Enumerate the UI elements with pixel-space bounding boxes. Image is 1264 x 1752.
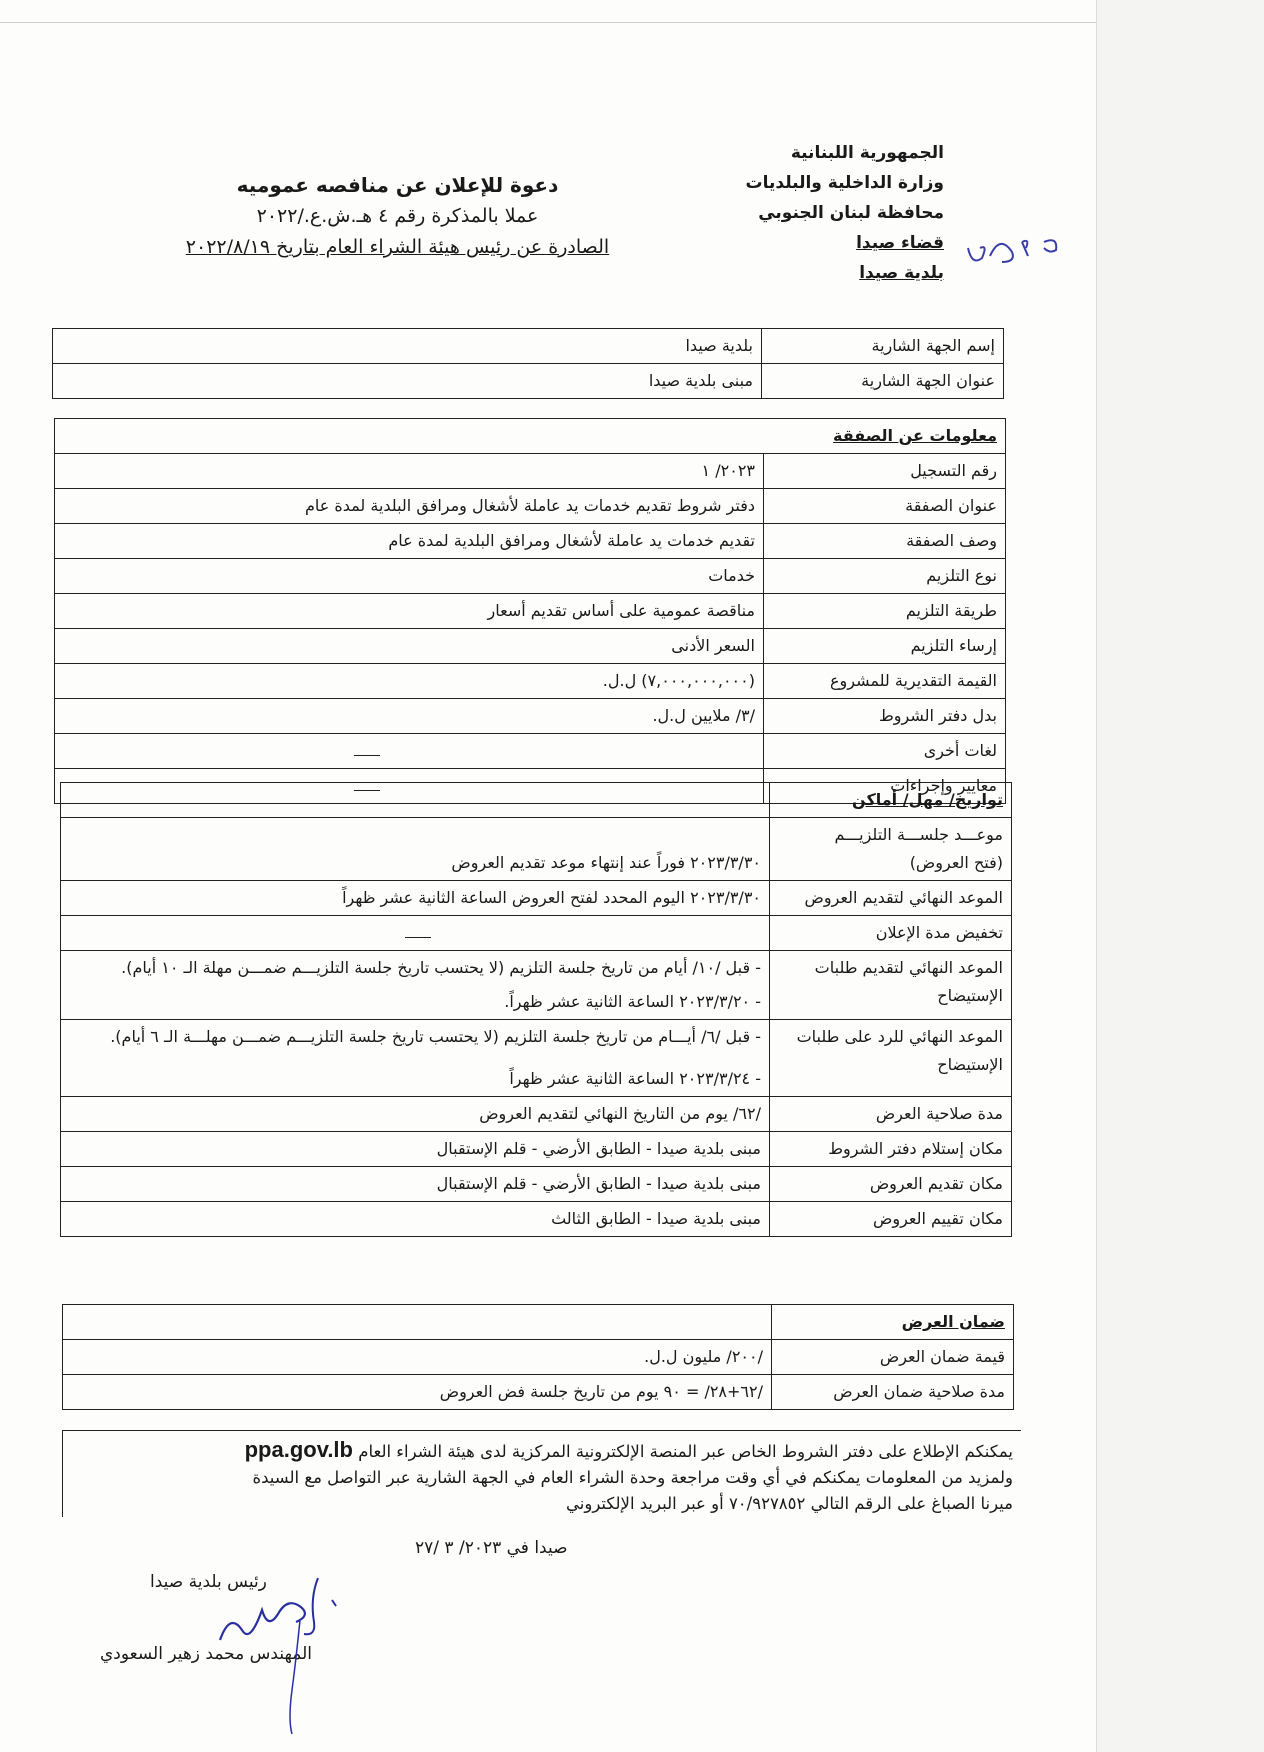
table-row (61, 1097, 1012, 1132)
signatory-title: رئيس بلدية صيدا (150, 1572, 267, 1592)
table-row (63, 1305, 1014, 1340)
estimated-value-label: القيمة التقديرية للمشروع (764, 664, 1006, 699)
platform-url[interactable]: ppa.gov.lb (244, 1437, 353, 1462)
announcement-title-block (125, 170, 670, 263)
buyer-address-label: عنوان الجهة الشارية (762, 364, 1004, 399)
table-row (61, 951, 1012, 1020)
opening-session-value: ٢٠٢٣/٣/٣٠ فوراً عند إنتهاء موعد تقديم العروض (61, 818, 770, 881)
info-line-3: ميرنا الصباغ على الرقم التالي ٧٠/٩٢٧٨٥٢ أو عبر البريد الإلكتروني (566, 1494, 1013, 1513)
award-method-label: طريقة التلزيم (764, 594, 1006, 629)
contact-info-box (62, 1430, 1021, 1517)
reply-rule: - قبل /٦/ أيـــام من تاريخ جلسة التلزيم (لا يحتسب تاريخ جلسة التلزيـــم ضمـــن مهلـــة الـ ٦ أيام). (110, 1027, 761, 1046)
announcement-reduction-value (61, 916, 770, 951)
announcement-title: دعوة للإعلان عن منافصه عموميه (236, 173, 559, 197)
specs-pickup-value: مبنى بلدية صيدا - الطابق الأرضي - قلم الإستقبال (61, 1132, 770, 1167)
table-row (53, 364, 1004, 399)
table-row (61, 1202, 1012, 1237)
reply-date: - ٢٠٢٣/٣/٢٤ الساعة الثانية عشر ظهراً (509, 1069, 761, 1088)
guarantee-value-value: /٢٠٠/ مليون ل.ل. (63, 1340, 772, 1375)
table-row (55, 699, 1006, 734)
buyer-table (52, 328, 1004, 399)
table-row (61, 1132, 1012, 1167)
guarantee-validity-label: مدة صلاحية ضمان العرض (772, 1375, 1014, 1410)
buyer-name-label: إسم الجهة الشارية (762, 329, 1004, 364)
dates-table (60, 782, 1012, 1237)
award-basis-value: السعر الأدنى (55, 629, 764, 664)
clarification-deadline-value (61, 951, 770, 1020)
table-row (53, 329, 1004, 364)
empty-dash (405, 925, 431, 938)
dates-header-empty (61, 783, 770, 818)
table-row (61, 783, 1012, 818)
opening-session-label-line2: (فتح العروض) (909, 853, 1003, 872)
deal-section-title: معلومات عن الصفقة (55, 419, 1006, 454)
offer-validity-value: /٦٢/ يوم من التاريخ النهائي لتقديم العروض (61, 1097, 770, 1132)
clarification-date: - ٢٠٢٣/٣/٢٠ الساعة الثانية عشر ظهراً. (504, 992, 761, 1011)
memo-issuer-date: الصادرة عن رئيس هيئة الشراء العام بتاريخ ٢٠٢٢/٨/١٩ (185, 236, 610, 258)
table-row (63, 1340, 1014, 1375)
registration-label: رقم التسجيل (764, 454, 1006, 489)
deal-description-value: تقديم خدمات يد عاملة لأشغال ومرافق البلدية لمدة عام (55, 524, 764, 559)
offer-evaluation-place-value: مبنى بلدية صيدا - الطابق الثالث (61, 1202, 770, 1237)
table-row (61, 916, 1012, 951)
info-line-1 (63, 1437, 1013, 1465)
deal-info-table (54, 418, 1006, 804)
top-divider (0, 22, 1096, 23)
estimated-value-value: (٧,٠٠٠,٠٠٠,٠٠٠) ل.ل. (55, 664, 764, 699)
table-row (55, 454, 1006, 489)
info-line-2: ولمزيد من المعلومات يمكنكم في أي وقت مراجعة وحدة الشراء العام في الجهة الشارية عبر التواصل مع السيدة (252, 1468, 1013, 1487)
signatory-name: المهندس محمد زهير السعودي (100, 1644, 313, 1664)
page-edge (1096, 0, 1264, 1752)
memo-reference: عملا بالمذكرة رقم ٤ هـ.ش.ع./٢٠٢٢ (256, 205, 539, 227)
specs-fee-label: بدل دفتر الشروط (764, 699, 1006, 734)
offer-evaluation-place-label: مكان تقييم العروض (770, 1202, 1012, 1237)
guarantee-value-label: قيمة ضمان العرض (772, 1340, 1014, 1375)
buyer-name-value: بلدية صيدا (53, 329, 762, 364)
submission-deadline-label: الموعد النهائي لتقديم العروض (770, 881, 1012, 916)
registration-value: ٢٠٢٣/ ١ (55, 454, 764, 489)
deal-title-label: عنوان الصفقة (764, 489, 1006, 524)
award-basis-label: إرساء التلزيم (764, 629, 1006, 664)
guarantee-table (62, 1304, 1014, 1410)
offer-submission-place-label: مكان تقديم العروض (770, 1167, 1012, 1202)
award-type-label: نوع التلزيم (764, 559, 1006, 594)
table-row (55, 489, 1006, 524)
empty-dash (354, 743, 380, 756)
table-row (55, 734, 1006, 769)
announcement-reduction-label: تخفيض مدة الإعلان (770, 916, 1012, 951)
specs-fee-value: /٣/ ملايين ل.ل. (55, 699, 764, 734)
table-row (63, 1375, 1014, 1410)
table-row (55, 664, 1006, 699)
criteria-label: معايير وإجراءات (764, 769, 1006, 804)
other-languages-value (55, 734, 764, 769)
reply-deadline-label: الموعد النهائي للرد على طلبات الإستيضاح (770, 1020, 1012, 1097)
award-type-value: خدمات (55, 559, 764, 594)
table-row (61, 1020, 1012, 1097)
opening-session-label-line1: موعـــد جلســـة التلزيـــم (834, 825, 1003, 844)
opening-session-label (770, 818, 1012, 881)
other-languages-label: لغات أخرى (764, 734, 1006, 769)
dates-section-title: تواريخ/ مهل/ أماكن (770, 783, 1012, 818)
ministry-line: وزارة الداخلية والبلديات (745, 173, 944, 193)
issuer-header (746, 138, 944, 288)
clarification-rule: - قبل /١٠/ أيام من تاريخ جلسة التلزيم (لا يحتسب تاريخ جلسة التلزيـــم ضمـــن مهلة الـ ١٠ أيام). (121, 958, 761, 977)
guarantee-section-title: ضمان العرض (772, 1305, 1014, 1340)
offer-validity-label: مدة صلاحية العرض (770, 1097, 1012, 1132)
submission-deadline-value: ٢٠٢٣/٣/٣٠ اليوم المحدد لفتح العروض الساعة الثانية عشر ظهراً (61, 881, 770, 916)
municipality-line: بلدية صيدا (859, 263, 944, 283)
republic-line: الجمهورية اللبنانية (790, 143, 944, 163)
clarification-deadline-label: الموعد النهائي لتقديم طلبات الإستيضاح (770, 951, 1012, 1020)
governorate-line: محافظة لبنان الجنوبي (758, 203, 944, 223)
reply-deadline-value (61, 1020, 770, 1097)
table-row (55, 594, 1006, 629)
specs-pickup-label: مكان إستلام دفتر الشروط (770, 1132, 1012, 1167)
buyer-address-value: مبنى بلدية صيدا (53, 364, 762, 399)
table-row (55, 524, 1006, 559)
guarantee-header-empty (63, 1305, 772, 1340)
deal-title-value: دفتر شروط تقديم خدمات يد عاملة لأشغال ومرافق البلدية لمدة عام (55, 489, 764, 524)
handwritten-signature (200, 1560, 360, 1740)
table-row (55, 629, 1006, 664)
table-row (55, 419, 1006, 454)
district-line: قضاء صيدا (856, 233, 944, 253)
table-row (61, 1167, 1012, 1202)
platform-note: يمكنكم الإطلاع على دفتر الشروط الخاص عبر المنصة الإلكترونية المركزية لدى هيئة الشراء العام (358, 1442, 1013, 1461)
award-method-value: مناقصة عمومية على أساس تقديم أسعار (55, 594, 764, 629)
handwritten-reference-mark (960, 228, 1070, 278)
offer-submission-place-value: مبنى بلدية صيدا - الطابق الأرضي - قلم الإستقبال (61, 1167, 770, 1202)
guarantee-validity-value: /٦٢+٢٨/ = ٩٠ يوم من تاريخ جلسة فض العروض (63, 1375, 772, 1410)
table-row (55, 559, 1006, 594)
table-row (61, 818, 1012, 881)
deal-description-label: وصف الصفقة (764, 524, 1006, 559)
table-row (61, 881, 1012, 916)
issue-date: صيدا في ٢٠٢٣/ ٣ /٢٧ (415, 1538, 568, 1558)
